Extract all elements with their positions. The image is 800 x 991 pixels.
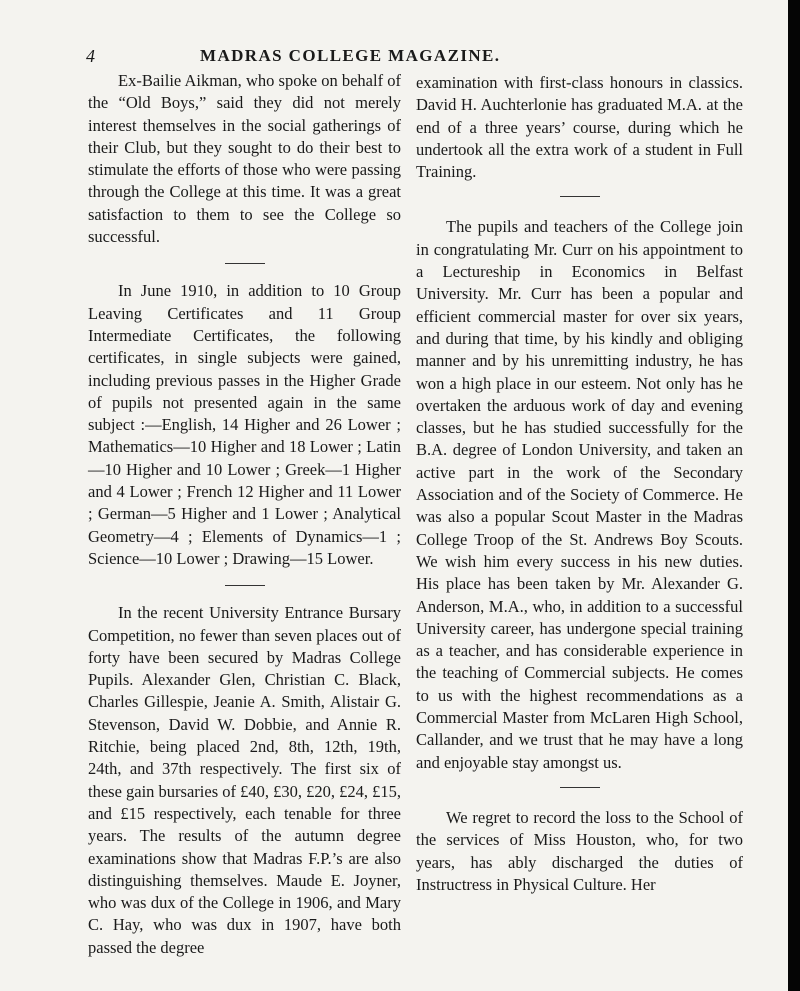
paragraph-old-boys: Ex-Bailie Aikman, who spoke on behalf of the “Old Boys,” said they did not merely interest themselves in the social gatherings of their Club, but they sought to do their best to stimulate the efforts of those who were passing through the College at this time. It was a great satisfaction to them to see the College so successful. (88, 71, 401, 247)
section-divider (560, 787, 600, 788)
running-title: MADRAS COLLEGE MAGAZINE. (200, 46, 501, 65)
left-column (88, 70, 401, 959)
paragraph-mr-curr: The pupils and teachers of the College join in congratulating Mr. Curr on his appointment to a Lectureship in Economics in Belfast University. Mr. Curr has been a popular and efficient commercial master for over six years, and during that time, by his kindly and obliging manner and by his unremitting industry, he has won a high place in our esteem. Not only has he overtaken the arduous work of day and evening classes, but he has studied successfully for the B.A. degree of London University, and taken an active part in the work of the Secondary Association and of the Society of Commerce. He was also a popular Scout Master in the Madras College Troop of the St. Andrews Boy Scouts. We wish him every success in his new duties. His place has been taken by Mr. Alexander G. Anderson, M.A., who, in addition to a successful University career, has undergone special training as a teacher, and has considerable experience in the teaching of Commercial subjects. He comes to us with the highest recommendations as a Commercial Master from McLaren High School, Callander, and we trust that he may have a long and enjoyable stay amongst us. (416, 217, 743, 772)
scan-page-edge (788, 0, 800, 991)
page-number: 4 (86, 46, 95, 66)
paragraph-bursary: In the recent University Entrance Bursary Competition, no fewer than seven places out of forty have been secured by Madras College Pupils. Alexander Glen, Christian C. Black, Charles Gillespie, Jeanie A. Smith, Alistair G. Stevenson, David W. Dobbie, and Annie R. Ritchie, being placed 2nd, 8th, 12th, 19th, 24th, and 37th respectively. The first six of these gain bursaries of £40, £30, £20, £24, £15, and £15 respectively, each tenable for three years. The results of the autumn degree examinations show that Madras F.P.’s are also distinguishing themselves. Maude E. Joyner, who was dux of the College in 1906, and Mary C. Hay, who was dux in 1907, have both passed the degree (88, 603, 401, 957)
section-divider (225, 585, 265, 586)
right-column (416, 72, 743, 896)
section-divider (225, 263, 265, 264)
paragraph-miss-houston: We regret to record the loss to the School of the services of Miss Houston, who, for two years, has ably discharged the duties of Instructress in Physical Culture. Her (416, 807, 743, 894)
section-divider (560, 196, 600, 197)
paragraph-certificates: In June 1910, in addition to 10 Group Leaving Certificates and 11 Group Intermediate Certificates, the following certificates, in single subjects were gained, including previous passes in the Higher Grade of pupils not presented again in the same subject :—English, 14 Higher and 26 Lower ; Mathematics—10 Higher and 18 Lower ; Latin—10 Higher and 10 Lower ; Greek—1 Higher and 4 Lower ; French 12 Higher and 11 Lower ; German—5 Higher and 1 Lower ; Analytical Geometry—4 ; Elements of Dynamics—1 ; Science—10 Lower ; Drawing—15 Lower. (88, 281, 401, 568)
paragraph-honours-continued: examination with first-class honours in classics. David H. Auchterlonie has graduated M.A. at the end of a three years’ course, during which he undertook all the extra work of a student in Full Training. (416, 73, 743, 182)
